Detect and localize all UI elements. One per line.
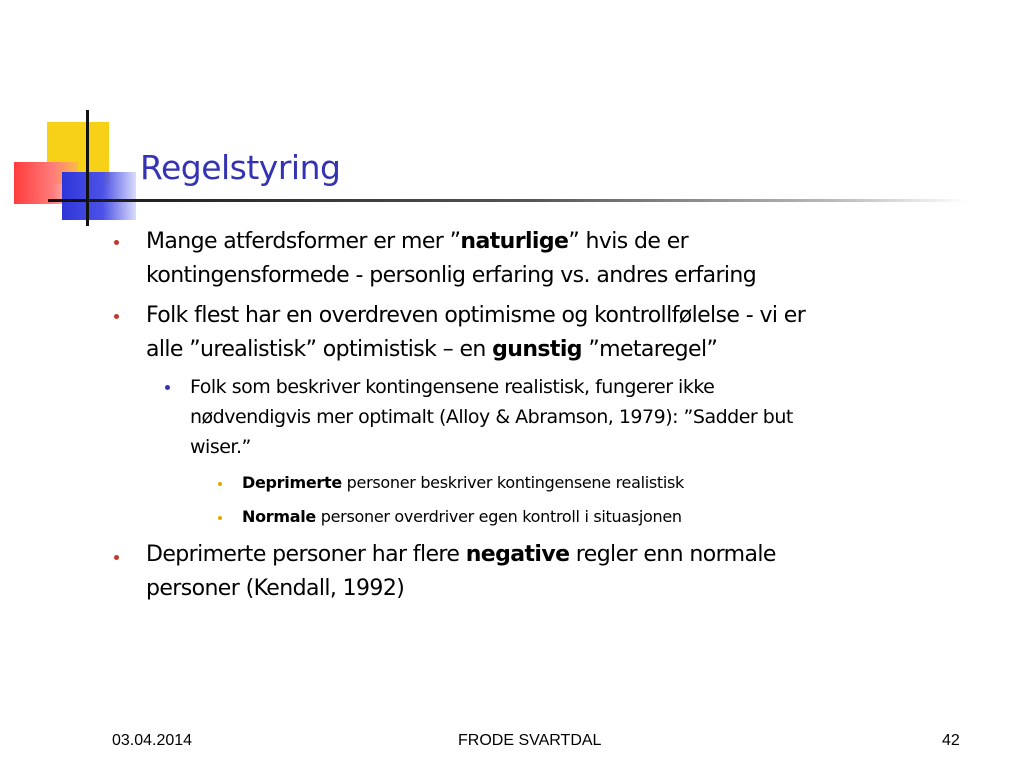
- sub-sub-bullet-2: Normale personer overdriver egen kontroll i situasjonen: [242, 507, 682, 526]
- slide-logo-decoration: [0, 0, 140, 230]
- footer-page-number: 42: [942, 732, 960, 749]
- slide-title: Regelstyring: [140, 148, 341, 187]
- sub-bullet-1-line-2: nødvendigvis mer optimalt (Alloy & Abramson, 1979): ”Sadder but: [190, 406, 793, 428]
- bullet-3-line-2: personer (Kendall, 1992): [146, 576, 405, 601]
- title-underline: [88, 199, 968, 202]
- sub-bullet-1: [190, 372, 960, 462]
- footer-author: FRODE SVARTDAL: [458, 732, 602, 749]
- blue-square: [62, 172, 136, 220]
- bullet-1-line-1: Mange atferdsformer er mer ”naturlige” hvis de er: [146, 229, 689, 254]
- sub-bullet-icon: [165, 385, 170, 390]
- bullet-icon: [114, 555, 119, 560]
- vertical-line: [86, 110, 89, 226]
- footer-date: 03.04.2014: [112, 732, 193, 749]
- bullet-icon: [114, 314, 119, 319]
- bullet-3: [146, 538, 966, 606]
- bullet-3-line-1: Deprimerte personer har flere negative regler enn normale: [146, 542, 776, 567]
- bullet-1-line-2: kontingensformede - personlig erfaring vs. andres erfaring: [146, 263, 757, 288]
- sub-bullet-1-line-3: wiser.”: [190, 436, 251, 458]
- bullet-2: [146, 299, 966, 367]
- sub-sub-bullet-icon: [218, 516, 222, 520]
- sub-sub-bullet-1: Deprimerte personer beskriver kontingensene realistisk: [242, 473, 685, 492]
- bullet-2-line-2: alle ”urealistisk” optimistisk – en gunstig ”metaregel”: [146, 337, 718, 362]
- bullet-2-line-1: Folk flest har en overdreven optimisme og kontrollfølelse - vi er: [146, 303, 806, 328]
- bullet-icon: [114, 240, 119, 245]
- sub-sub-bullet-icon: [218, 482, 222, 486]
- bullet-1: [146, 225, 966, 293]
- sub-bullet-1-line-1: Folk som beskriver kontingensene realistisk, fungerer ikke: [190, 376, 715, 398]
